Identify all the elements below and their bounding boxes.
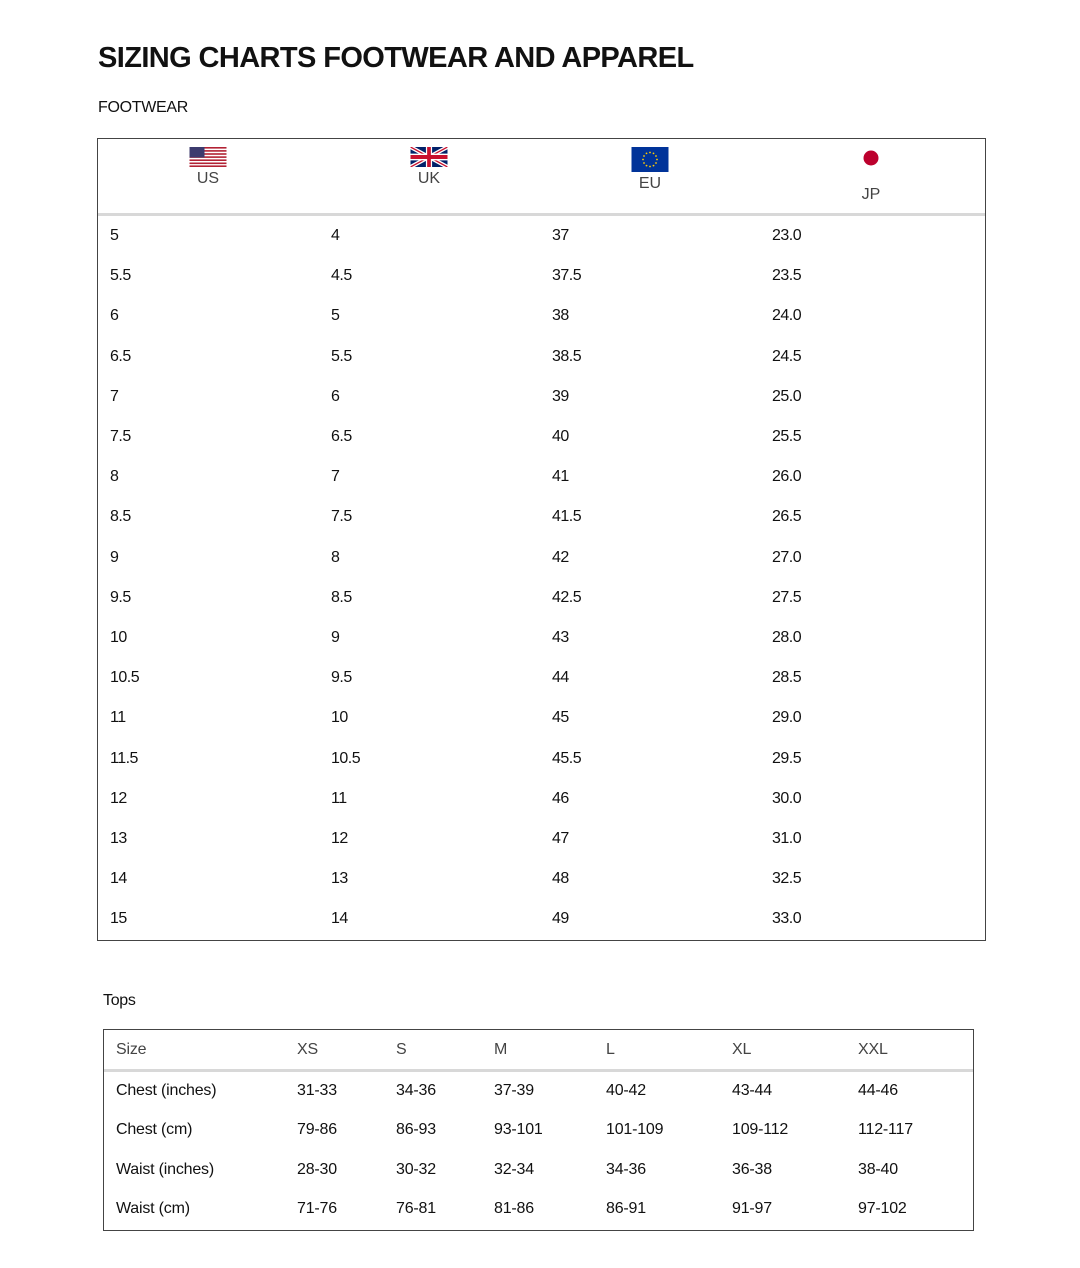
table-cell-eu: 37.5 [552, 267, 582, 285]
column-header: M [494, 1041, 508, 1058]
table-row [98, 790, 985, 830]
table-cell-jp: 31.0 [772, 830, 802, 847]
column-header-label: US [196, 170, 220, 187]
table-cell: 86-91 [606, 1199, 646, 1217]
row-label: Chest (cm) [116, 1121, 193, 1139]
table-cell-jp: 32.5 [772, 870, 802, 888]
table-cell-us: 14 [110, 870, 127, 888]
table-row [98, 589, 985, 629]
table-row [98, 428, 985, 468]
table-cell-uk: 10.5 [331, 749, 361, 767]
table-row [98, 508, 985, 548]
table-cell-eu: 38.5 [552, 347, 582, 365]
table-cell: 97-102 [858, 1199, 907, 1217]
table-cell-jp: 24.5 [772, 347, 802, 365]
table-cell-jp: 29.5 [772, 749, 802, 767]
table-cell-uk: 6 [331, 387, 340, 405]
table-row [98, 468, 985, 508]
table-cell-us: 12 [110, 789, 127, 807]
table-row [98, 870, 985, 910]
table-cell: 76-81 [396, 1199, 436, 1217]
table-cell-us: 10 [110, 629, 127, 646]
table-cell-uk: 9.5 [331, 669, 352, 687]
table-cell-jp: 24.0 [772, 307, 802, 325]
table-row [98, 830, 985, 870]
table-cell: 34-36 [396, 1082, 436, 1099]
table-cell-us: 7.5 [110, 428, 131, 445]
column-header: XL [732, 1041, 752, 1058]
table-cell-us: 5 [110, 227, 119, 244]
table-cell-eu: 48 [552, 870, 569, 888]
column-header: S [396, 1041, 407, 1058]
table-cell-uk: 4 [331, 227, 340, 244]
table-cell-uk: 12 [331, 830, 348, 847]
table-row [104, 1200, 973, 1239]
table-row [98, 388, 985, 428]
table-cell: 112-117 [858, 1121, 913, 1139]
table-row [98, 348, 985, 388]
table-cell-eu: 45 [552, 709, 569, 727]
table-cell: 91-97 [732, 1199, 772, 1217]
uk-flag-icon [411, 147, 448, 167]
table-cell-uk: 6.5 [331, 428, 352, 445]
table-cell-eu: 41.5 [552, 508, 582, 526]
table-cell-us: 9.5 [110, 588, 131, 606]
table-cell-jp: 26.0 [772, 468, 802, 486]
table-cell-eu: 38 [552, 307, 569, 325]
table-cell-jp: 26.5 [772, 508, 802, 526]
table-cell: 43-44 [732, 1082, 772, 1099]
table-cell: 109-112 [732, 1121, 789, 1139]
table-cell-uk: 10 [331, 709, 348, 727]
table-cell-jp: 27.0 [772, 548, 802, 566]
row-label: Waist (inches) [116, 1160, 214, 1178]
column-header-label: UK [417, 170, 441, 187]
table-cell: 79-86 [297, 1121, 337, 1139]
tops-size-table [103, 1029, 974, 1231]
table-cell-eu: 45.5 [552, 749, 582, 767]
footwear-size-table [97, 138, 986, 941]
table-cell-uk: 14 [331, 910, 348, 928]
table-cell-uk: 5.5 [331, 347, 352, 365]
table-cell-uk: 13 [331, 870, 348, 888]
table-row [104, 1082, 973, 1121]
eu-flag-icon [632, 147, 669, 172]
jp-flag-icon [862, 149, 880, 167]
table-cell-uk: 11 [331, 789, 347, 807]
table-cell-uk: 4.5 [331, 267, 352, 285]
table-row [98, 227, 985, 267]
table-cell-jp: 33.0 [772, 910, 802, 928]
column-header-label: EU [638, 175, 662, 192]
column-header: L [606, 1041, 615, 1058]
table-cell: 32-34 [494, 1160, 534, 1178]
table-cell: 37-39 [494, 1082, 534, 1099]
table-cell-uk: 5 [331, 307, 340, 325]
table-cell-us: 8 [110, 468, 119, 486]
table-cell: 86-93 [396, 1121, 436, 1139]
table-cell-jp: 28.5 [772, 669, 802, 687]
table-cell: 101-109 [606, 1121, 664, 1139]
table-row [98, 307, 985, 347]
table-cell-eu: 47 [552, 830, 569, 847]
column-header-eu [540, 139, 760, 216]
column-header-uk [319, 139, 539, 216]
table-cell-us: 9 [110, 548, 119, 566]
table-cell: 44-46 [858, 1082, 898, 1099]
us-flag-icon [190, 147, 227, 167]
table-row [98, 669, 985, 709]
table-cell: 40-42 [606, 1082, 646, 1099]
table-cell-uk: 7 [331, 468, 340, 486]
table-cell-jp: 25.0 [772, 387, 802, 405]
table-cell: 31-33 [297, 1082, 337, 1099]
tops-section-title: Tops [103, 992, 136, 1009]
table-cell-us: 13 [110, 830, 127, 847]
table-cell-uk: 8.5 [331, 588, 352, 606]
column-header-us [98, 139, 318, 216]
table-cell-jp: 25.5 [772, 428, 802, 445]
footwear-section-title: FOOTWEAR [98, 99, 189, 116]
table-cell-us: 6.5 [110, 347, 131, 365]
table-row [98, 549, 985, 589]
tops-table-header [104, 1030, 973, 1072]
column-header-jp [761, 139, 981, 216]
table-row [104, 1121, 973, 1160]
table-cell-jp: 27.5 [772, 588, 802, 606]
table-cell-jp: 30.0 [772, 789, 802, 807]
table-cell-jp: 23.5 [772, 267, 802, 285]
table-row [98, 267, 985, 307]
table-cell-jp: 23.0 [772, 227, 802, 244]
row-label: Waist (cm) [116, 1199, 190, 1217]
table-row [98, 709, 985, 749]
footwear-table-header [98, 139, 985, 216]
table-cell-uk: 8 [331, 548, 340, 566]
table-cell-jp: 28.0 [772, 629, 802, 646]
table-cell-eu: 49 [552, 910, 569, 928]
table-cell-jp: 29.0 [772, 709, 802, 727]
table-cell-uk: 9 [331, 629, 340, 646]
table-cell-us: 8.5 [110, 508, 131, 526]
table-cell-eu: 39 [552, 387, 569, 405]
table-cell-us: 11 [110, 709, 126, 727]
column-header: Size [116, 1041, 147, 1058]
table-cell: 38-40 [858, 1160, 898, 1178]
table-cell: 34-36 [606, 1160, 646, 1178]
table-row [98, 910, 985, 950]
table-cell-eu: 44 [552, 669, 569, 687]
table-cell-eu: 42 [552, 548, 569, 566]
column-header: XS [297, 1041, 318, 1058]
table-cell-eu: 37 [552, 227, 569, 244]
table-cell: 36-38 [732, 1160, 772, 1178]
table-cell-us: 7 [110, 387, 119, 405]
table-cell: 30-32 [396, 1160, 436, 1178]
column-header-label: JP [861, 186, 881, 203]
table-cell-eu: 41 [552, 468, 569, 486]
table-cell-eu: 40 [552, 428, 569, 445]
column-header: XXL [858, 1041, 888, 1058]
table-cell: 81-86 [494, 1199, 534, 1217]
table-row [104, 1161, 973, 1200]
table-cell-us: 10.5 [110, 669, 140, 687]
table-row [98, 750, 985, 790]
table-row [98, 629, 985, 669]
table-cell-us: 11.5 [110, 749, 138, 767]
table-cell: 93-101 [494, 1121, 543, 1139]
table-cell-eu: 46 [552, 789, 569, 807]
table-cell-us: 5.5 [110, 267, 131, 285]
table-cell-us: 6 [110, 307, 119, 325]
table-cell-us: 15 [110, 910, 127, 928]
row-label: Chest (inches) [116, 1082, 217, 1099]
table-cell-uk: 7.5 [331, 508, 352, 526]
page-title: SIZING CHARTS FOOTWEAR AND APPAREL [98, 42, 694, 74]
table-cell: 28-30 [297, 1160, 337, 1178]
table-cell: 71-76 [297, 1199, 337, 1217]
table-cell-eu: 42.5 [552, 588, 582, 606]
table-cell-eu: 43 [552, 629, 569, 646]
